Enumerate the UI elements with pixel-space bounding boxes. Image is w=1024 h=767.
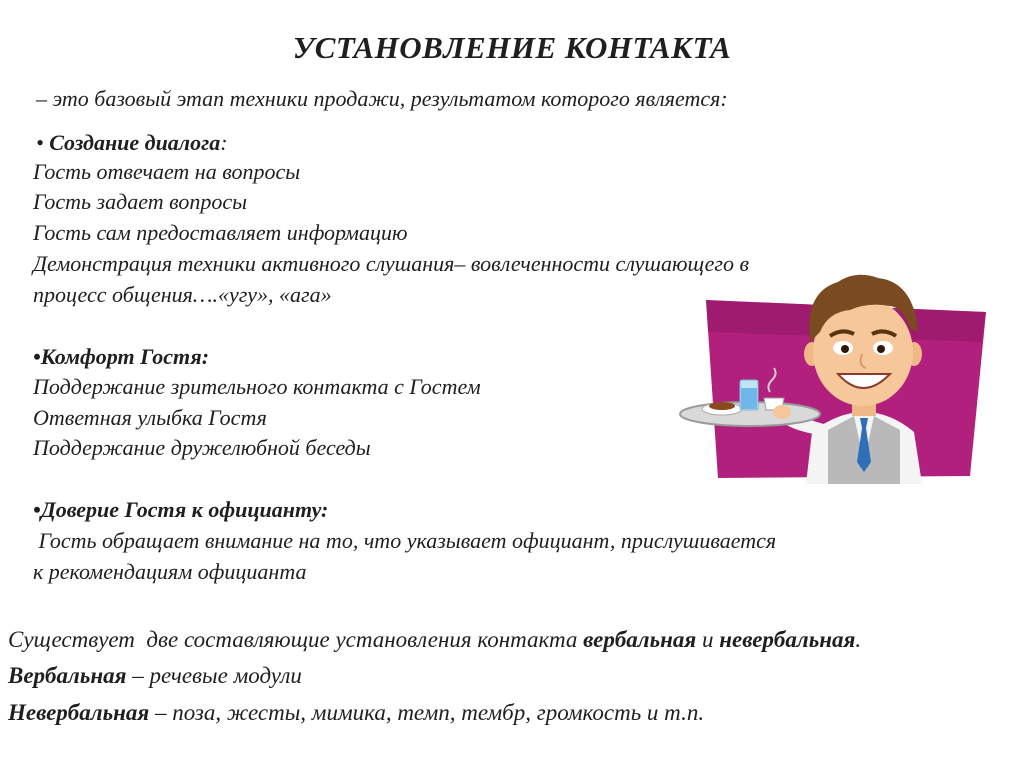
comfort-line-2: Ответная улыбка Гостя [33,405,267,430]
waiter-illustration [678,262,998,484]
bullet: • [33,344,41,369]
heading-suffix: : [220,130,228,155]
dialog-line-3: Гость сам предоставляет информацию [33,220,408,245]
trust-line-1: Гость обращает внимание на то, что указывает официант, прислушивается [33,528,777,553]
dialog-line-2: Гость задает вопросы [33,189,248,214]
footer-suffix: . [855,627,862,652]
footer-line-nonverbal [8,700,704,726]
footer-middle: и [696,627,720,652]
heading-text: Доверие Гостя к официанту: [40,497,329,522]
verbal-term: Вербальная [8,663,127,688]
glass-water [741,388,757,409]
pupil-right [877,345,885,353]
comfort-line-3: Поддержание дружелюбной беседы [33,435,371,460]
cookies [709,402,735,410]
bullet: • [33,497,41,522]
footer-line-components [8,627,861,653]
term-verbal: вербальная [583,627,697,652]
nonverbal-desc: – поза, жесты, мимика, темп, тембр, громкость и т.п. [149,700,705,725]
nonverbal-term: Невербальная [8,700,150,725]
definition-text: – это базовый этап техники продажи, результатом которого является: [36,86,728,111]
bullet: • [36,130,44,155]
trust-line-2: к рекомендациям официанта [33,559,307,584]
comfort-line-1: Поддержание зрительного контакта с Гостем [33,374,481,399]
footer-prefix: Существует две составляющие установления контакта [8,627,584,652]
dialog-line-4: Демонстрация техники активного слушания– вовлеченности слушающего в [33,251,750,276]
hand [773,405,791,419]
section-heading-trust [33,497,328,523]
dialog-line-5: процесс общения….«угу», «ага» [33,282,332,307]
section-heading-comfort [33,344,209,370]
heading-text: Создание диалога [49,130,221,155]
pupil-left [841,345,849,353]
footer-line-verbal [8,663,302,689]
heading-text: Комфорт Гостя: [40,344,210,369]
term-nonverbal: невербальная [719,627,856,652]
slide-title: УСТАНОВЛЕНИЕ КОНТАКТА [292,30,732,65]
section-heading-dialog [36,130,228,156]
verbal-desc: – речевые модули [126,663,302,688]
dialog-line-1: Гость отвечает на вопросы [33,159,301,184]
